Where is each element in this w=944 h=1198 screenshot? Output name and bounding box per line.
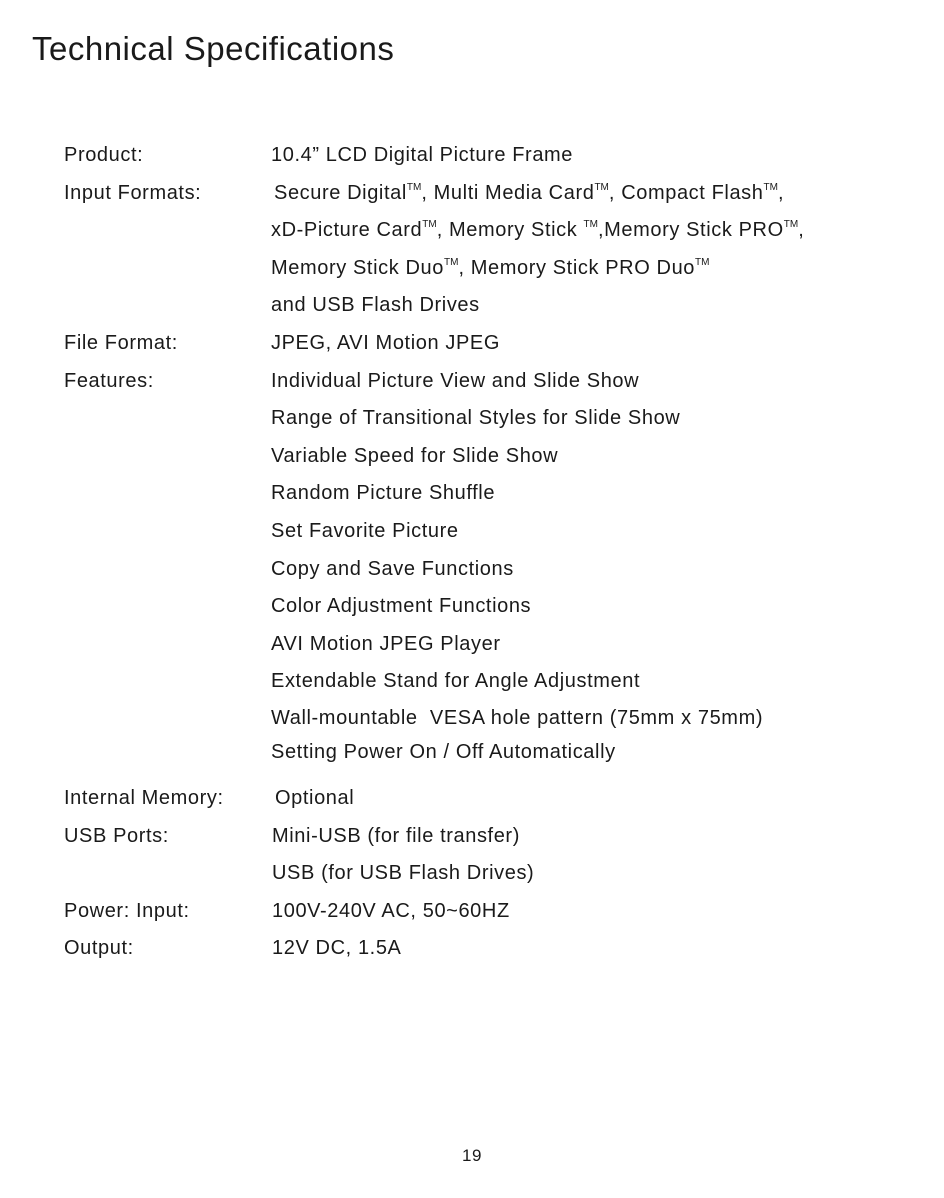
spec-label-product: Product: xyxy=(64,144,144,166)
feature-item: AVI Motion JPEG Player xyxy=(271,632,501,655)
format-secure-digital: Secure Digital xyxy=(274,181,407,204)
spec-values-file-format xyxy=(271,325,924,363)
spec-values-output xyxy=(271,930,924,968)
spec-row-output xyxy=(64,930,924,968)
spec-value-internal-memory: Optional xyxy=(275,786,355,809)
format-separator: , xyxy=(777,181,785,204)
spec-value-output: 12V DC, 1.5A xyxy=(272,937,402,960)
feature-item: Setting Power On / Off Automatically xyxy=(271,740,616,763)
spec-row-internal-memory xyxy=(64,780,924,818)
spec-values-power-input xyxy=(271,893,924,931)
spec-row-usb-ports xyxy=(64,818,924,893)
format-memory-stick: , Memory Stick xyxy=(436,219,584,242)
spec-values-internal-memory xyxy=(271,780,924,818)
trademark-mark: TM xyxy=(783,219,799,231)
spec-values-features xyxy=(271,363,924,769)
format-multi-media-card: , Multi Media Card xyxy=(421,181,595,204)
feature-item: Random Picture Shuffle xyxy=(271,482,496,505)
spec-list xyxy=(64,137,924,968)
trademark-mark: TM xyxy=(443,256,459,268)
input-format-line-3 xyxy=(271,250,924,288)
spec-value-file-format: JPEG, AVI Motion JPEG xyxy=(271,331,500,354)
spec-label-output: Output: xyxy=(64,937,134,960)
page-title: Technical Specifications xyxy=(32,30,395,67)
trademark-mark: TM xyxy=(422,219,437,231)
feature-item: Extendable Stand for Angle Adjustment xyxy=(271,670,641,693)
format-memory-stick-duo: Memory Stick Duo xyxy=(271,256,444,279)
spec-label-internal-memory: Internal Memory: xyxy=(64,786,224,809)
spec-label-features: Features: xyxy=(64,369,154,392)
format-memory-stick-pro: ,Memory Stick PRO xyxy=(597,219,784,242)
trademark-mark: TM xyxy=(594,181,609,193)
trademark-mark: TM xyxy=(583,219,598,231)
feature-item: Range of Transitional Styles for Slide Show xyxy=(271,407,681,430)
feature-item: Copy and Save Functions xyxy=(271,557,514,580)
spec-values-usb-ports xyxy=(271,818,924,893)
spec-row-power-input xyxy=(64,893,924,931)
format-memory-stick-pro-duo: , Memory Stick PRO Duo xyxy=(458,256,696,279)
spec-row-product xyxy=(64,137,924,175)
page-number: 19 xyxy=(462,1146,482,1165)
spec-values-input-formats xyxy=(271,175,924,325)
spec-label-usb-ports: USB Ports: xyxy=(64,824,169,847)
trademark-mark: TM xyxy=(406,181,422,193)
feature-item: Variable Speed for Slide Show xyxy=(271,444,559,467)
spec-values-product xyxy=(271,137,924,175)
format-separator: , xyxy=(798,219,805,242)
input-format-line-4: and USB Flash Drives xyxy=(271,294,480,317)
input-format-line-2 xyxy=(271,212,924,250)
spec-label-file-format: File Format: xyxy=(64,331,178,354)
spec-value-usb-port: USB (for USB Flash Drives) xyxy=(272,862,535,885)
spec-value-product: 10.4” LCD Digital Picture Frame xyxy=(271,144,574,166)
format-xd-picture-card: xD-Picture Card xyxy=(271,219,423,242)
trademark-mark: TM xyxy=(695,256,710,268)
spec-row-file-format xyxy=(64,325,924,363)
feature-item: Individual Picture View and Slide Show xyxy=(271,369,640,392)
spec-row-input-formats xyxy=(64,175,924,325)
spec-label-power-input: Power: Input: xyxy=(64,899,190,922)
feature-item: Wall-mountable VESA hole pattern (75mm x 75mm) xyxy=(271,706,764,729)
trademark-mark: TM xyxy=(763,181,778,193)
feature-item: Set Favorite Picture xyxy=(271,519,459,542)
spec-value-usb-port: Mini-USB (for file transfer) xyxy=(272,824,520,847)
spec-row-features xyxy=(64,363,924,769)
input-format-line-1 xyxy=(271,175,924,213)
spec-value-power-input: 100V-240V AC, 50~60HZ xyxy=(272,899,510,922)
format-compact-flash: , Compact Flash xyxy=(608,181,764,204)
feature-item: Color Adjustment Functions xyxy=(271,595,532,618)
spec-label-input-formats: Input Formats: xyxy=(64,181,202,204)
